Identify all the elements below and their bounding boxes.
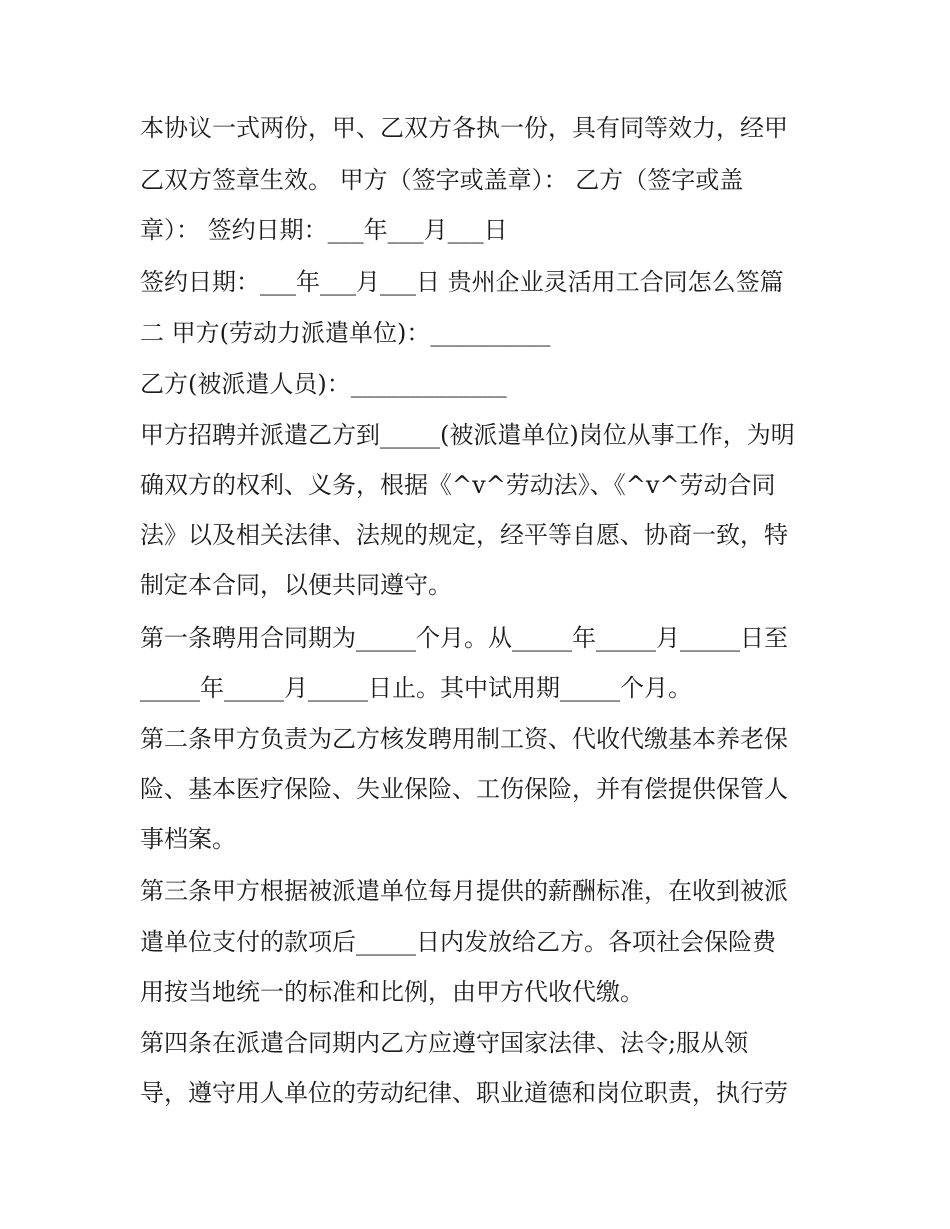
text-line: 确双方的权利、义务，根据《^v^劳动法》、《^v^劳动合同 [140, 471, 776, 499]
text-line: 事档案。 [140, 825, 236, 853]
text-line: 第一条聘用合同期为_____个月。从_____年_____月_____日至 [140, 624, 788, 652]
text-line: 乙方(被派遣人员)：_____________ [140, 370, 507, 398]
text-line: 法》以及相关法律、法规的规定，经平等自愿、协商一致，特 [140, 521, 788, 549]
text-line: 第四条在派遣合同期内乙方应遵守国家法律、法令;服从领 [140, 1029, 749, 1057]
text-line: 险、基本医疗保险、失业保险、工伤保险，并有偿提供保管人 [140, 775, 788, 803]
text-line: 二 甲方(劳动力派遣单位)：__________ [140, 319, 551, 347]
text-line: 甲方招聘并派遣乙方到_____(被派遣单位)岗位从事工作，为明 [140, 421, 795, 449]
text-line: 遣单位支付的款项后_____日内发放给乙方。各项社会保险费 [140, 928, 776, 956]
text-line: _____年_____月_____日止。其中试用期_____个月。 [140, 674, 692, 702]
text-line: 导，遵守用人单位的劳动纪律、职业道德和岗位职责，执行劳 [140, 1079, 788, 1107]
text-line: 制定本合同，以便共同遵守。 [140, 571, 452, 599]
text-line: 本协议一式两份，甲、乙双方各执一份，具有同等效力，经甲 [140, 114, 788, 142]
text-line: 用按当地统一的标准和比例，由甲方代收代缴。 [140, 978, 644, 1006]
text-line: 第三条甲方根据被派遣单位每月提供的薪酬标准，在收到被派 [140, 877, 788, 905]
text-line: 章）： 签约日期：___年___月___日 [140, 216, 508, 244]
text-line: 第二条甲方负责为乙方核发聘用制工资、代收代缴基本养老保 [140, 725, 788, 753]
text-line: 签约日期：___年___月___日 贵州企业灵活用工合同怎么签篇 [140, 268, 784, 296]
text-line: 乙双方签章生效。 甲方（签字或盖章）： 乙方（签字或盖 [140, 166, 744, 194]
